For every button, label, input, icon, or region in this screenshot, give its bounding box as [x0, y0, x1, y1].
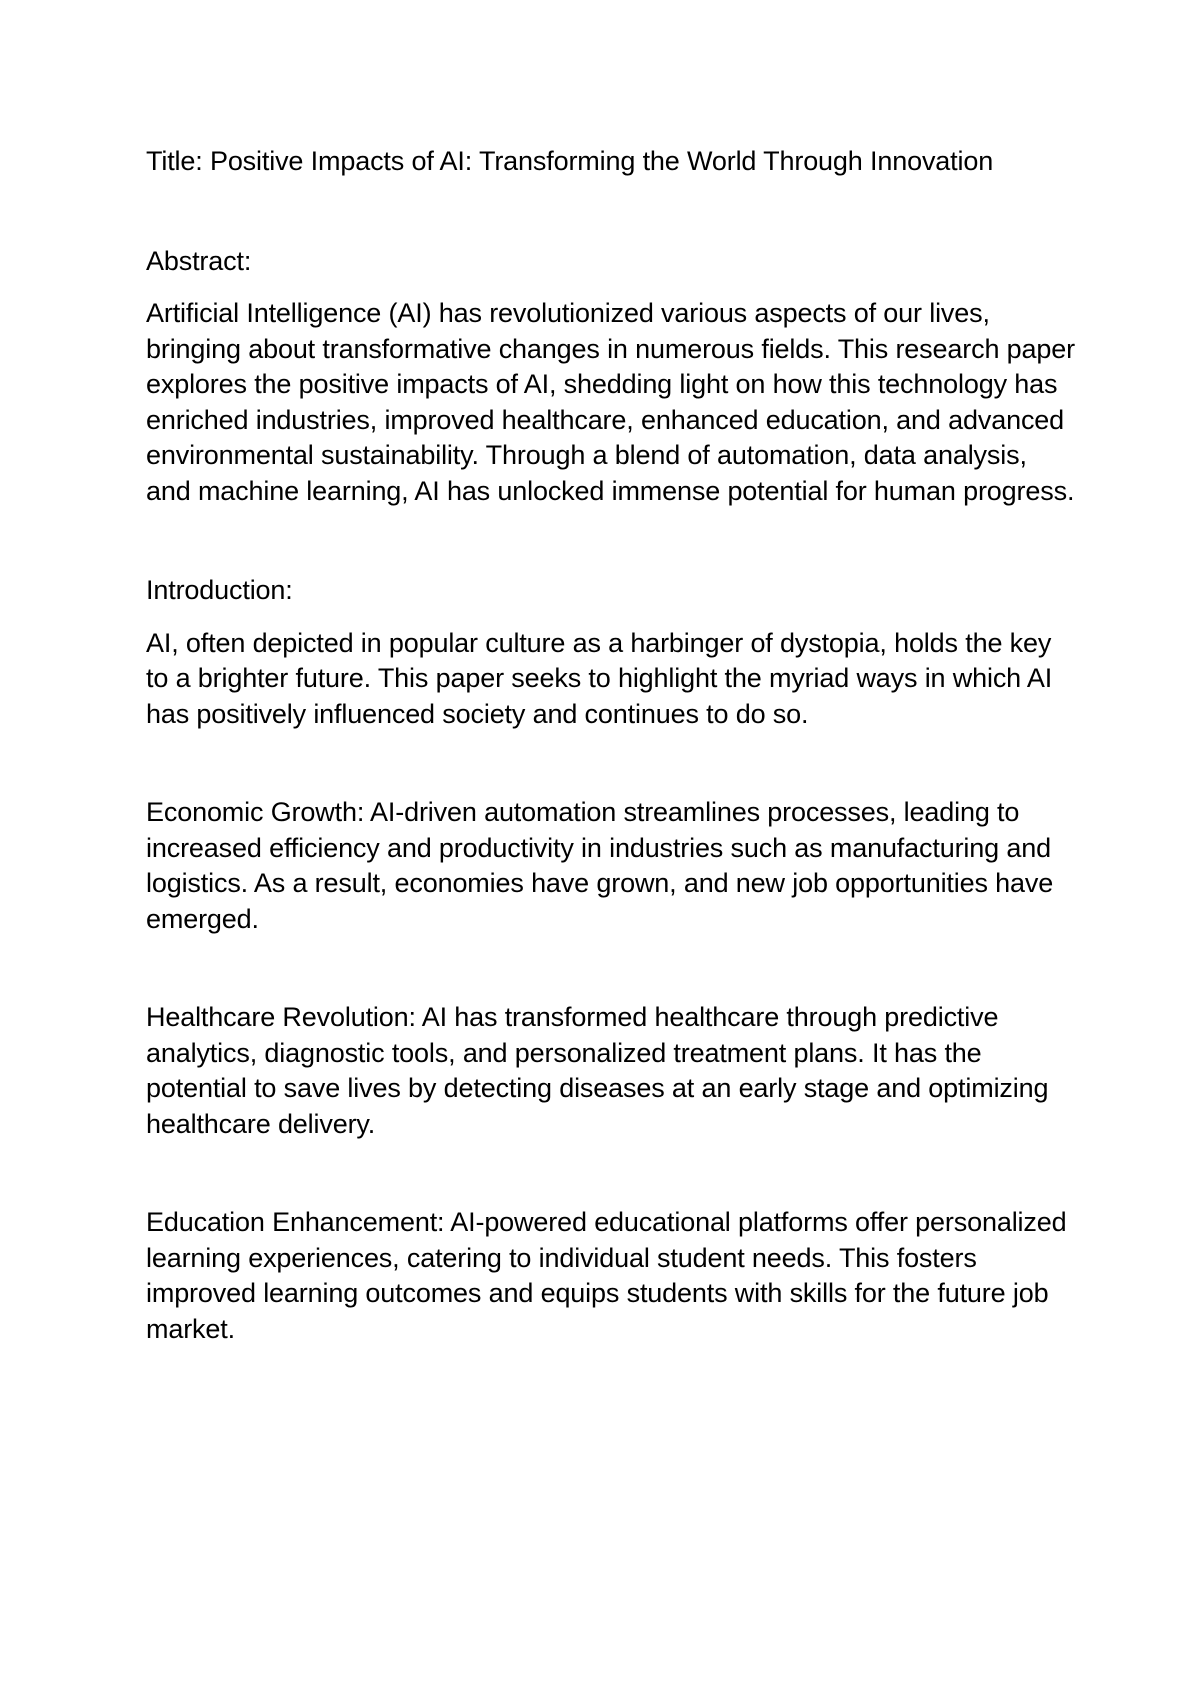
economic-growth-paragraph: Economic Growth: AI-driven automation streamlines processes, leading to increased efficiency and productivity in industries such as manufacturing and logistics. As a result, economies have grown, and new job opportunities have emerged.: [146, 797, 1054, 934]
healthcare-revolution-paragraph: Healthcare Revolution: AI has transformed healthcare through predictive analytics, diagnostic tools, and personalized treatment plans. It has the potential to save lives by detecting diseases at an early stage and optimizing healthcare delivery.: [146, 1002, 1049, 1139]
education-enhancement-paragraph: Education Enhancement: AI-powered educational platforms offer personalized learning experiences, catering to individual student needs. This fosters improved learning outcomes and equips students with skills for the future job market.: [146, 1207, 1067, 1344]
spacer: [146, 937, 1076, 1000]
spacer: [146, 279, 1076, 296]
spacer: [146, 509, 1076, 573]
abstract-heading: Abstract:: [146, 245, 252, 276]
document-title: Title: Positive Impacts of AI: Transforming the World Through Innovation: [146, 146, 994, 176]
introduction-paragraph: AI, often depicted in popular culture as a harbinger of dystopia, holds the key to a brighter future. This paper seeks to highlight the myriad ways in which AI has positively influenced society and continues to do so.: [146, 627, 1053, 729]
abstract-paragraph: Artificial Intelligence (AI) has revolutionized various aspects of our lives, bringing about transformative changes in numerous fields. This research paper explores the positive impacts of AI, shedding light on how this technology has enriched industries, improved healthcare, enhanced education, and advanced environmental sustainability. Through a blend of automation, data analysis, and machine learning, AI has unlocked immense potential for human progress.: [146, 298, 1075, 506]
spacer: [146, 1142, 1076, 1205]
document-body: [146, 144, 1076, 1347]
introduction-heading: Introduction:: [146, 575, 293, 605]
spacer: [146, 609, 1076, 626]
spacer: [146, 180, 1076, 244]
spacer: [146, 732, 1076, 795]
